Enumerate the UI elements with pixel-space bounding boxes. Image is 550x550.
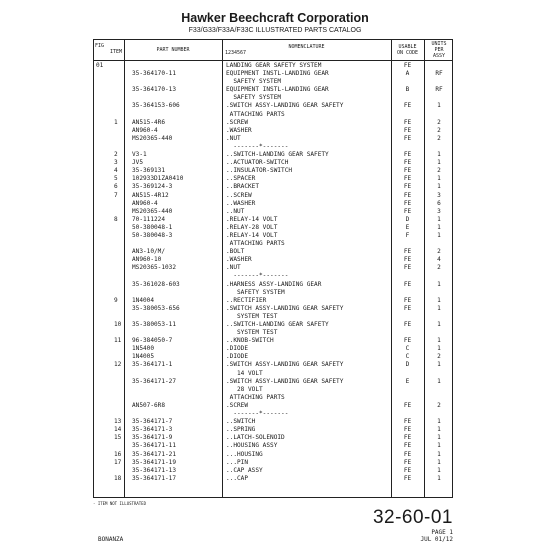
row-units-per-assy: 1 [437,466,441,474]
row-units-per-assy: 1 [437,159,441,167]
row-nomenclature: ..SWITCH-LANDING GEAR SAFETY [226,321,329,328]
table-row [94,272,454,280]
row-usable-on-code: FE [403,466,412,474]
row-nomenclature: -------*------- [226,272,289,280]
row-usable-on-code: B [405,86,410,94]
table-row [94,305,454,313]
table-row [94,361,454,369]
row-units-per-assy: 1 [437,280,441,288]
row-part-number: 35-380053-656 [132,304,180,312]
row-part-number: V3-1 [132,151,147,159]
table-row [94,321,454,329]
row-part-number: AN960-4 [132,126,158,134]
row-usable-on-code: FE [403,450,412,458]
row-units-per-assy: 1 [437,442,441,450]
row-usable-on-code: FE [403,280,412,288]
row-usable-on-code: C [405,353,410,361]
row-units-per-assy: 2 [437,248,441,256]
row-part-number: AN507-6R8 [132,401,166,409]
row-units-per-assy: 1 [437,434,441,442]
row-usable-on-code: FE [403,183,412,191]
row-part-number: MS20365-440 [132,207,173,215]
row-nomenclature: .RELAY-28 VOLT [226,223,278,231]
row-part-number: 35-364170-11 [132,70,177,78]
row-nomenclature: ..HOUSING ASSY [226,442,278,450]
row-usable-on-code: F [405,231,410,239]
table-row [94,208,454,216]
row-part-number: 35-364171-27 [132,377,177,385]
row-units-per-assy: 2 [437,126,441,134]
row-nomenclature: 14 VOLT [226,369,263,377]
table-row [94,475,454,483]
row-nomenclature: ATTACHING PARTS [226,393,285,401]
table-row [94,183,454,191]
row-units-per-assy: 1 [437,426,441,434]
table-row [94,127,454,135]
row-part-number: 102933D1ZA0410 [132,175,184,183]
parts-table [93,39,453,498]
row-nomenclature: .SCREW [226,118,249,126]
row-nomenclature: SAFETY SYSTEM [226,94,282,102]
table-row [94,102,454,110]
column-header-units: UNITS [431,41,447,47]
row-nomenclature: .SWITCH ASSY-LANDING GEAR SAFETY [226,361,344,369]
row-units-per-assy: 1 [437,304,441,312]
row-nomenclature: ATTACHING PARTS [226,110,285,118]
row-units-per-assy: 3 [437,207,441,215]
row-usable-on-code: C [405,345,410,353]
row-units-per-assy: 1 [437,321,441,328]
row-usable-on-code: FE [403,118,412,126]
row-nomenclature: .HARNESS ASSY-LANDING GEAR [226,280,322,288]
row-usable-on-code: FE [403,458,412,466]
row-nomenclature: .RELAY-14 VOLT [226,215,278,223]
row-nomenclature: .BOLT [226,248,245,256]
row-nomenclature: SYSTEM TEST [226,312,278,320]
row-nomenclature: ..RECTIFIER [226,296,267,304]
row-units-per-assy: 1 [437,231,441,239]
table-row [94,86,454,94]
row-units-per-assy: 1 [437,151,441,159]
row-units-per-assy: 3 [437,191,441,199]
table-row [94,353,454,361]
row-units-per-assy: 2 [437,167,441,175]
row-part-number: AN515-4R12 [132,191,169,199]
row-units-per-assy: 1 [437,175,441,183]
row-fig: 01 [96,62,104,69]
row-units-per-assy: 2 [437,134,441,142]
table-row [94,297,454,305]
row-usable-on-code: FE [403,304,412,312]
row-part-number: AN960-4 [132,199,158,207]
row-part-number: 35-380053-11 [132,321,177,328]
row-units-per-assy: 1 [437,337,441,345]
row-nomenclature: ..ACTUATOR-SWITCH [226,159,289,167]
table-row [94,289,454,297]
column-header-indent-scale: 1234567 [225,50,247,56]
row-nomenclature: .SWITCH ASSY-LANDING GEAR SAFETY [226,304,344,312]
row-usable-on-code: FE [403,175,412,183]
column-header-fig-item [95,43,123,55]
row-usable-on-code: FE [403,126,412,134]
row-part-number: 35-364171-3 [132,426,173,434]
row-item-number: 3 [114,159,118,167]
row-usable-on-code: FE [403,159,412,167]
row-units-per-assy: 1 [437,418,441,426]
table-row [94,394,454,402]
row-nomenclature: ..INSULATOR-SWITCH [226,167,293,175]
row-units-per-assy: 1 [437,102,441,110]
row-nomenclature: ..SPACER [226,175,256,183]
row-part-number: 35-369131 [132,167,166,175]
row-item-number: 8 [114,215,118,223]
row-usable-on-code: FE [403,442,412,450]
row-part-number: 35-364171-1 [132,361,173,369]
row-part-number: 35-364171-7 [132,418,173,426]
table-row [94,467,454,475]
row-nomenclature: ..SPRING [226,426,256,434]
row-usable-on-code: FE [403,134,412,142]
row-nomenclature: .SWITCH ASSY-LANDING GEAR SAFETY [226,377,344,385]
row-units-per-assy: 1 [437,183,441,191]
row-nomenclature: EQUIPMENT INSTL-LANDING GEAR [226,86,329,94]
catalog-subtitle: F33/G33/F33A/F33C ILLUSTRATED PARTS CATALOG [188,27,362,34]
row-nomenclature: ...PIN [226,458,249,466]
row-usable-on-code: FE [403,167,412,175]
row-part-number: 35-364171-9 [132,434,173,442]
table-row [94,224,454,232]
row-item-number: 15 [114,434,122,442]
row-nomenclature: .RELAY-14 VOLT [226,231,278,239]
row-nomenclature: .NUT [226,264,241,272]
row-part-number: 50-380048-3 [132,231,173,239]
row-units-per-assy: 1 [437,377,441,385]
table-row [94,232,454,240]
row-nomenclature: -------*------- [226,410,289,418]
table-row [94,459,454,467]
row-item-number: 14 [114,426,122,434]
revision-date: JUL 01/12 [420,536,453,543]
table-row [94,402,454,410]
table-row [94,378,454,386]
table-row [94,240,454,248]
column-header-per: PER [434,47,444,53]
row-usable-on-code: FE [403,248,412,256]
row-nomenclature: SYSTEM TEST [226,329,278,337]
row-usable-on-code: D [405,361,410,369]
row-part-number: 35-364171-21 [132,450,177,458]
row-usable-on-code: D [405,215,410,223]
row-usable-on-code: FE [403,321,412,328]
row-item-number: 16 [114,450,122,458]
row-units-per-assy: 2 [437,401,441,409]
page-number: PAGE 1 [431,529,453,536]
row-part-number: AN960-10 [132,256,162,264]
row-usable-on-code: FE [403,418,412,426]
row-nomenclature: ..SWITCH [226,418,256,426]
table-row [94,345,454,353]
row-part-number: 35-364170-13 [132,86,177,94]
row-part-number: MS20365-1032 [132,264,177,272]
row-units-per-assy: RF [435,70,443,78]
row-units-per-assy: 1 [437,450,441,458]
row-usable-on-code: FE [403,199,412,207]
row-item-number: 6 [114,183,118,191]
table-row [94,410,454,418]
row-nomenclature: ..SWITCH-LANDING GEAR SAFETY [226,151,329,159]
row-item-number: 12 [114,361,122,369]
table-row [94,434,454,442]
row-nomenclature: SAFETY SYSTEM [226,288,285,296]
row-part-number: 50-380048-1 [132,223,173,231]
row-nomenclature: LANDING GEAR SAFETY SYSTEM [226,62,322,69]
row-usable-on-code: FE [403,426,412,434]
row-units-per-assy: 1 [437,296,441,304]
row-usable-on-code: FE [403,434,412,442]
column-header-fig: FIG [95,43,105,49]
column-header-nomenclature [223,44,390,56]
row-part-number: 35-369124-3 [132,183,173,191]
row-item-number: 9 [114,296,118,304]
row-units-per-assy: 1 [437,215,441,223]
table-row [94,62,454,70]
row-usable-on-code: FE [403,474,412,482]
table-row [94,264,454,272]
table-row [94,281,454,289]
row-nomenclature: .NUT [226,134,241,142]
row-nomenclature: ..NUT [226,207,245,215]
row-units-per-assy: 4 [437,256,441,264]
column-header-on-code: ON CODE [396,50,419,56]
table-row [94,175,454,183]
row-usable-on-code: FE [403,337,412,345]
row-item-number: 4 [114,167,118,175]
row-part-number: 35-364153-606 [132,102,180,110]
row-nomenclature: EQUIPMENT INSTL-LANDING GEAR [226,70,329,78]
model-name: BONANZA [98,536,124,543]
table-row [94,119,454,127]
row-part-number: 1N5400 [132,345,155,353]
row-part-number: 35-361028-603 [132,280,180,288]
page-title: Hawker Beechcraft Corporation [181,11,369,25]
table-row [94,200,454,208]
table-row [94,135,454,143]
document-number: 32-60-01 [372,507,453,528]
row-nomenclature: 28 VOLT [226,385,263,393]
column-header-usable-on-code [392,44,423,56]
row-units-per-assy: 1 [437,345,441,353]
row-part-number: AN3-10/M/ [132,248,166,256]
row-item-number: 7 [114,191,118,199]
row-item-number: 18 [114,474,122,482]
table-row [94,167,454,175]
table-row [94,370,454,378]
row-usable-on-code: FE [403,264,412,272]
row-usable-on-code: FE [403,256,412,264]
table-row [94,313,454,321]
row-usable-on-code: FE [403,401,412,409]
row-part-number: 35-364171-19 [132,458,177,466]
row-part-number: 96-384050-7 [132,337,173,345]
row-nomenclature: ..SCREW [226,191,252,199]
table-row [94,192,454,200]
row-units-per-assy: 2 [437,353,441,361]
footnote: - ITEM NOT ILLUSTRATED [93,501,146,506]
table-row [94,70,454,78]
table-row [94,216,454,224]
column-header-nomenclature-label: NOMENCLATURE [288,44,325,50]
table-row [94,426,454,434]
row-item-number: 1 [114,118,118,126]
row-nomenclature: ..WASHER [226,199,256,207]
row-nomenclature: .WASHER [226,256,252,264]
row-units-per-assy: 1 [437,361,441,369]
row-part-number: AN515-4R6 [132,118,166,126]
row-nomenclature: ..LATCH-SOLENOID [226,434,285,442]
table-row [94,451,454,459]
row-item-number: 17 [114,458,122,466]
row-part-number: MS20365-440 [132,134,173,142]
row-units-per-assy: 2 [437,118,441,126]
row-usable-on-code: FE [403,191,412,199]
row-usable-on-code: A [405,70,410,78]
table-row [94,111,454,119]
row-nomenclature: ATTACHING PARTS [226,240,285,248]
table-row [94,418,454,426]
row-part-number: 35-364171-17 [132,474,177,482]
row-nomenclature: ..BRACKET [226,183,260,191]
table-row [94,151,454,159]
row-nomenclature: -------*------- [226,142,289,150]
row-units-per-assy: 1 [437,223,441,231]
row-units-per-assy: 1 [437,458,441,466]
table-row [94,329,454,337]
row-part-number: 1N4005 [132,353,155,361]
row-item-number: 11 [114,337,122,345]
row-usable-on-code: E [405,223,410,231]
row-units-per-assy: 2 [437,264,441,272]
row-part-number: 70-111224 [132,215,166,223]
parts-list [94,62,454,483]
row-units-per-assy: RF [435,86,443,94]
column-header-units-per-assy [425,41,453,59]
row-nomenclature: .DIODE [226,353,249,361]
row-item-number: 5 [114,175,118,183]
row-item-number: 10 [114,321,122,328]
row-nomenclature: .WASHER [226,126,252,134]
table-row [94,256,454,264]
column-header-assy: ASSY [432,53,446,59]
table-row [94,143,454,151]
row-units-per-assy: 1 [437,474,441,482]
column-header-part-number: PART NUMBER [156,47,190,53]
row-units-per-assy: 6 [437,199,441,207]
row-usable-on-code: E [405,377,410,385]
table-row [94,248,454,256]
table-row [94,442,454,450]
row-usable-on-code: FE [403,296,412,304]
row-part-number: 1N4004 [132,296,155,304]
column-header-usable: USABLE [398,44,417,50]
row-usable-on-code: FE [403,151,412,159]
row-nomenclature: .SCREW [226,401,249,409]
row-part-number: JV5 [132,159,144,167]
row-usable-on-code: FE [403,102,412,110]
row-item-number: 2 [114,151,118,159]
table-row [94,94,454,102]
row-nomenclature: .DIODE [226,345,249,353]
row-usable-on-code: FE [403,62,412,69]
row-nomenclature: ...CAP [226,474,249,482]
table-row [94,386,454,394]
page-info [420,529,453,543]
row-nomenclature: ..KNOB-SWITCH [226,337,274,345]
table-row [94,159,454,167]
row-nomenclature: SAFETY SYSTEM [226,78,282,86]
table-row [94,78,454,86]
row-nomenclature: ..CAP ASSY [226,466,263,474]
row-nomenclature: ...HOUSING [226,450,263,458]
header-divider [94,60,452,61]
table-row [94,337,454,345]
row-part-number: 35-364171-13 [132,466,177,474]
row-nomenclature: .SWITCH ASSY-LANDING GEAR SAFETY [226,102,344,110]
row-usable-on-code: FE [403,207,412,215]
row-item-number: 13 [114,418,122,426]
column-header-item: ITEM [109,49,122,55]
row-part-number: 35-364171-11 [132,442,177,450]
